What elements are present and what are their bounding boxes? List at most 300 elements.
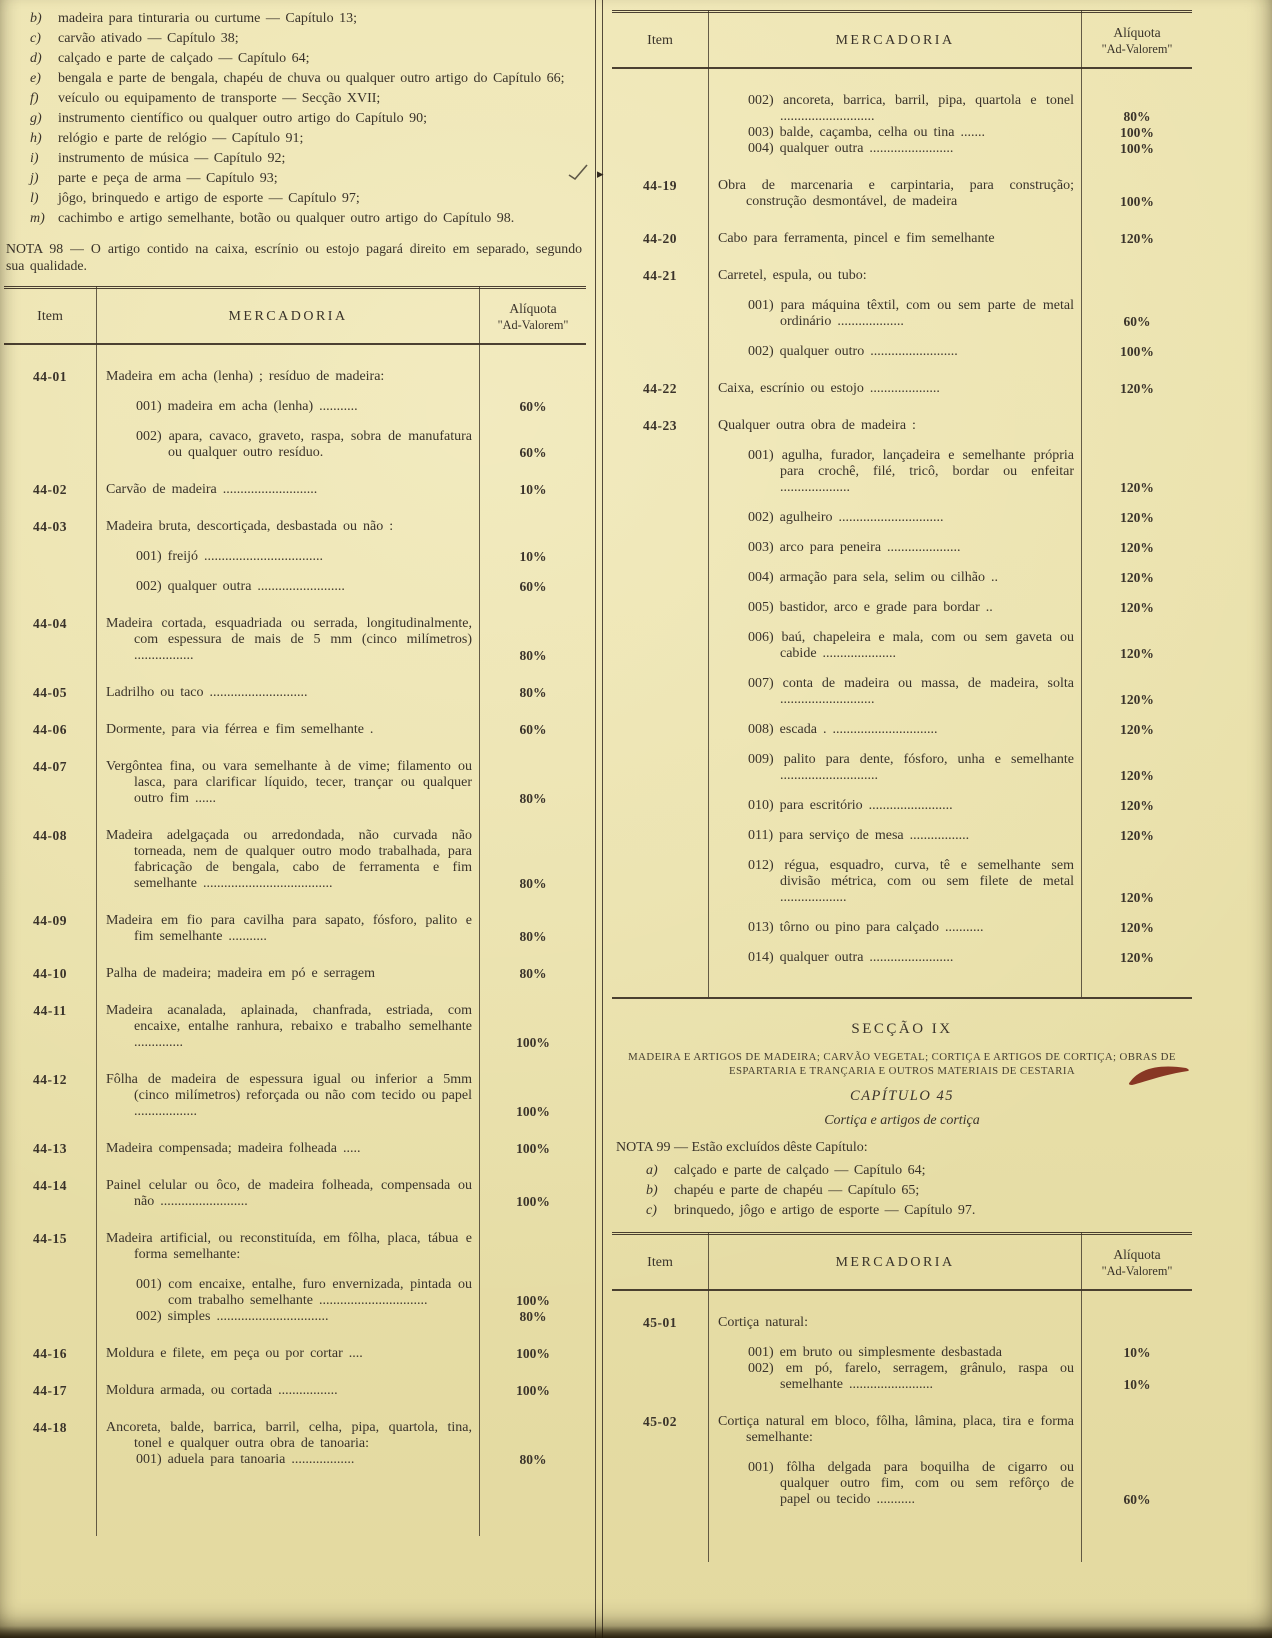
advalorem-rate: 100%: [516, 1035, 550, 1050]
advalorem-rate: 80%: [519, 1309, 547, 1324]
advalorem-rate: 80%: [519, 929, 547, 944]
item-code: 44-09: [33, 913, 67, 928]
merchandise-description: Cortiça natural em bloco, fôlha, lâmina, placa, tira e forma semelhante:: [718, 1414, 1074, 1445]
description-line: [708, 752, 1192, 784]
table-row: [612, 268, 1192, 360]
description-line: [96, 1141, 586, 1157]
advalorem-rate: 120%: [1120, 570, 1154, 585]
advalorem-rate: 100%: [516, 1383, 550, 1398]
description-line: [96, 1231, 586, 1263]
header-advalorem: "Ad-Valorem": [497, 318, 569, 332]
merchandise-description: 002) ancoreta, barrica, barril, pipa, quartola e tonel ...........................: [748, 93, 1074, 124]
description-line: [96, 685, 586, 701]
list-item: [4, 130, 586, 148]
merchandise-description: Caixa, escrínio ou estojo ....................: [718, 381, 940, 396]
merchandise-cell: [708, 231, 1192, 247]
description-line: [708, 1345, 1192, 1361]
table-row: [4, 519, 586, 595]
advalorem-rate: 80%: [519, 966, 547, 981]
item-column-rule: [708, 1232, 709, 1562]
list-item-text: chapéu e parte de chapéu — Capítulo 65;: [674, 1183, 920, 1198]
item-code: 44-10: [33, 966, 67, 981]
merchandise-description: 001) agulha, furador, lançadeira e semelhante própria para crochê, filé, tricô, bordar ou enfeitar ....................: [748, 448, 1074, 495]
advalorem-rate: 60%: [1123, 314, 1151, 329]
header-aliquota: [1082, 25, 1192, 57]
description-line: [96, 482, 586, 498]
merchandise-cell: [708, 1315, 1192, 1393]
advalorem-rate: 10%: [1123, 1377, 1151, 1392]
merchandise-description: Moldura armada, ou cortada .................: [106, 1383, 338, 1398]
description-line: [96, 828, 586, 892]
list-item-label: f): [30, 91, 39, 106]
advalorem-rate: 80%: [519, 791, 547, 806]
merchandise-description: Madeira adelgaçada ou arredondada, não curvada não torneada, nem de qualquer outro modo trabalhada, para fabricação de bengala, cabo de ferramenta e fim semelhante .....................................: [106, 828, 472, 891]
nota-99: NOTA 99 — Estão excluídos dêste Capítulo:: [616, 1140, 868, 1155]
advalorem-rate: 100%: [1120, 141, 1154, 156]
header-aliquota-line1: Alíquota: [1113, 25, 1161, 40]
item-code: 44-14: [33, 1178, 67, 1193]
tariff-table-capitulo-45: [612, 1232, 1192, 1562]
merchandise-description: 002) apara, cavaco, graveto, raspa, sobra de manufatura ou qualquer outro resíduo.: [136, 429, 472, 460]
description-line: [708, 141, 1192, 157]
merchandise-description: 014) qualquer outra ........................: [748, 950, 954, 965]
merchandise-description: 003) balde, caçamba, celha ou tina .......: [748, 125, 985, 140]
merchandise-cell: [96, 1003, 586, 1051]
header-aliquota-line1: Alíquota: [1113, 1247, 1161, 1262]
merchandise-description: Obra de marcenaria e carpintaria, para construção; construção desmontável, de madeira: [718, 178, 1074, 209]
tariff-table-capitulo-44-left: [4, 286, 586, 1536]
header-aliquota: [1082, 1247, 1192, 1279]
description-line: [708, 381, 1192, 397]
description-line: [96, 1277, 586, 1309]
merchandise-description: Painel celular ou ôco, de madeira folheada, compensada ou não .........................: [106, 1178, 472, 1209]
table-row: [4, 1346, 586, 1362]
merchandise-description: Madeira acanalada, aplainada, chanfrada, estriada, com encaixe, entalhe ranhura, rebaixo e trabalho semelhante ..............: [106, 1003, 472, 1050]
advalorem-rate: 100%: [1120, 194, 1154, 209]
merchandise-cell: [96, 828, 586, 892]
merchandise-description: 007) conta de madeira ou massa, de madeira, solta ...........................: [748, 676, 1074, 707]
merchandise-description: Cortiça natural:: [718, 1315, 808, 1330]
description-line: [96, 1346, 586, 1362]
table-rows: [4, 345, 586, 1468]
item-code: 44-05: [33, 685, 67, 700]
description-line: [708, 1460, 1192, 1508]
merchandise-description: 001) fôlha delgada para boquilha de cigarro ou qualquer outro fim, com ou sem refôrço de papel ou tecido ...........: [748, 1460, 1074, 1507]
header-mercadoria: MERCADORIA: [835, 33, 955, 48]
column-divider-rule: [595, 0, 603, 1638]
item-code: 44-11: [33, 1003, 67, 1018]
table-header: [612, 10, 1192, 69]
table-row: [612, 93, 1192, 157]
advalorem-rate: 120%: [1120, 950, 1154, 965]
description-line: [96, 579, 586, 595]
list-item: [616, 1162, 1188, 1180]
advalorem-rate: 100%: [516, 1194, 550, 1209]
description-line: [708, 540, 1192, 556]
advalorem-rate: 60%: [519, 445, 547, 460]
scan-bottom-shadow: [0, 1626, 1272, 1638]
merchandise-cell: [96, 1072, 586, 1120]
table-header: [612, 1232, 1192, 1291]
table-row: [4, 1141, 586, 1157]
item-code: 44-18: [33, 1420, 67, 1435]
merchandise-description: 004) qualquer outra ........................: [748, 141, 954, 156]
merchandise-cell: [96, 966, 586, 982]
list-item-label: j): [30, 171, 39, 186]
merchandise-description: Carvão de madeira ...........................: [106, 482, 318, 497]
merchandise-description: 002) em pó, farelo, serragem, grânulo, raspa ou semelhante ........................: [748, 1361, 1074, 1392]
seccao-ix-block: [612, 999, 1192, 1228]
chapter-subtitle: Cortiça e artigos de cortiça: [824, 1113, 980, 1128]
table-row: [4, 685, 586, 701]
list-item-label: a): [646, 1163, 658, 1178]
item-code: 44-01: [33, 369, 67, 384]
item-column-rule: [96, 286, 97, 1536]
advalorem-rate: 120%: [1120, 510, 1154, 525]
table-row: [612, 381, 1192, 397]
table-row: [4, 1178, 586, 1210]
list-item: [4, 150, 586, 168]
merchandise-description: 001) aduela para tanoaria ..................: [136, 1452, 355, 1467]
merchandise-cell: [96, 616, 586, 664]
table-row: [4, 759, 586, 807]
list-item-label: i): [30, 151, 39, 166]
header-mercadoria: MERCADORIA: [835, 1255, 955, 1270]
header-item: Item: [647, 33, 673, 48]
list-item-label: h): [30, 131, 42, 146]
description-line: [96, 1178, 586, 1210]
description-line: [708, 950, 1192, 966]
advalorem-rate: 120%: [1120, 381, 1154, 396]
table-row: [612, 178, 1192, 210]
description-line: [96, 369, 586, 385]
advalorem-rate: 100%: [516, 1293, 550, 1308]
merchandise-description: 002) qualquer outra .........................: [136, 579, 345, 594]
table-row: [612, 1414, 1192, 1508]
merchandise-cell: [708, 418, 1192, 966]
table-row: [4, 913, 586, 945]
advalorem-rate: 10%: [519, 549, 547, 564]
table-row: [612, 1315, 1192, 1393]
description-line: [96, 616, 586, 664]
merchandise-description: Fôlha de madeira de espessura igual ou inferior a 5mm (cinco milímetros) reforçada ou não com tecido ou papel ..................: [106, 1072, 472, 1119]
table-rows: [612, 1291, 1192, 1508]
table-row: [4, 1231, 586, 1325]
table-row: [4, 966, 586, 982]
table-row: [4, 1072, 586, 1120]
merchandise-cell: [96, 1383, 586, 1399]
merchandise-description: 002) simples ................................: [136, 1309, 329, 1324]
table-row: [612, 231, 1192, 247]
list-item: [4, 50, 586, 68]
list-item: [4, 110, 586, 128]
header-aliquota-line1: Alíquota: [509, 301, 557, 316]
advalorem-rate: 120%: [1120, 722, 1154, 737]
merchandise-description: Qualquer outra obra de madeira :: [718, 418, 916, 433]
description-line: [708, 93, 1192, 125]
item-code: 44-12: [33, 1072, 67, 1087]
list-item-text: cachimbo e artigo semelhante, botão ou qualquer outro artigo do Capítulo 98.: [58, 211, 515, 226]
list-item-text: instrumento científico ou qualquer outro artigo do Capítulo 90;: [58, 111, 428, 126]
merchandise-description: 001) freijó ..................................: [136, 549, 323, 564]
list-item-text: veículo ou equipamento de transporte — Secção XVII;: [58, 91, 381, 106]
advalorem-rate: 80%: [519, 648, 547, 663]
nota-99-exclusions-list: [616, 1162, 1188, 1220]
list-item: [4, 30, 586, 48]
merchandise-cell: [96, 722, 586, 738]
merchandise-description: 008) escada . ..............................: [748, 722, 938, 737]
description-line: [96, 913, 586, 945]
item-code: 44-22: [643, 381, 677, 396]
description-line: [708, 676, 1192, 708]
merchandise-cell: [708, 268, 1192, 360]
advalorem-rate: 60%: [519, 579, 547, 594]
merchandise-description: Cabo para ferramenta, pincel e fim semelhante: [718, 231, 995, 246]
item-code: 44-03: [33, 519, 67, 534]
description-line: [708, 344, 1192, 360]
pointer-mark-annotation: ▸: [597, 166, 604, 181]
list-item-text: madeira para tinturaria ou curtume — Capítulo 13;: [58, 11, 357, 26]
advalorem-rate: 120%: [1120, 540, 1154, 555]
list-item: [4, 10, 586, 28]
merchandise-description: Madeira compensada; madeira folheada .....: [106, 1141, 361, 1156]
advalorem-rate: 80%: [519, 685, 547, 700]
rate-column-rule: [1081, 10, 1082, 997]
item-code: 44-23: [643, 418, 677, 433]
item-code: 44-21: [643, 268, 677, 283]
description-line: [708, 448, 1192, 496]
description-line: [708, 858, 1192, 906]
description-line: [708, 920, 1192, 936]
list-item: [616, 1202, 1188, 1220]
advalorem-rate: 120%: [1120, 890, 1154, 905]
table-row: [4, 616, 586, 664]
description-line: [708, 178, 1192, 210]
merchandise-description: 005) bastidor, arco e grade para bordar ..: [748, 600, 993, 615]
description-line: [96, 1452, 586, 1468]
header-aliquota: [480, 301, 586, 333]
description-line: [96, 399, 586, 415]
table-row: [4, 828, 586, 892]
list-item-label: d): [30, 51, 42, 66]
advalorem-rate: 100%: [516, 1346, 550, 1361]
list-item-text: jôgo, brinquedo e artigo de esporte — Capítulo 97;: [58, 191, 360, 206]
list-item-label: c): [30, 31, 41, 46]
merchandise-description: Madeira artificial, ou reconstituída, em fôlha, placa, tábua e forma semelhante:: [106, 1231, 472, 1262]
merchandise-cell: [708, 1414, 1192, 1508]
merchandise-description: Ladrilho ou taco ............................: [106, 685, 308, 700]
header-advalorem: "Ad-Valorem": [1101, 42, 1173, 56]
description-line: [708, 570, 1192, 586]
list-item-label: l): [30, 191, 39, 206]
description-line: [708, 268, 1192, 284]
list-item-text: parte e peça de arma — Capítulo 93;: [58, 171, 278, 186]
merchandise-cell: [96, 685, 586, 701]
list-item-label: b): [646, 1183, 658, 1198]
item-code: 44-04: [33, 616, 67, 631]
merchandise-description: Madeira em acha (lenha) ; resíduo de madeira:: [106, 369, 385, 384]
description-line: [708, 1414, 1192, 1446]
description-line: [708, 418, 1192, 434]
description-line: [96, 1420, 586, 1452]
merchandise-description: Madeira bruta, descortiçada, desbastada ou não :: [106, 519, 394, 534]
table-rows: [612, 69, 1192, 966]
item-code: 44-07: [33, 759, 67, 774]
advalorem-rate: 120%: [1120, 692, 1154, 707]
advalorem-rate: 120%: [1120, 600, 1154, 615]
advalorem-rate: 80%: [519, 1452, 547, 1467]
list-item-label: e): [30, 71, 41, 86]
merchandise-description: Madeira cortada, esquadriada ou serrada, longitudinalmente, com espessura de mais de 5 mm (cinco milímetros) .................: [106, 616, 472, 663]
advalorem-rate: 100%: [1120, 344, 1154, 359]
description-line: [708, 231, 1192, 247]
description-line: [96, 519, 586, 535]
advalorem-rate: 80%: [519, 876, 547, 891]
description-line: [708, 722, 1192, 738]
list-item-label: m): [30, 211, 45, 226]
list-item: [616, 1182, 1188, 1200]
merchandise-description: 006) baú, chapeleira e mala, com ou sem gaveta ou cabide .....................: [748, 630, 1074, 661]
advalorem-rate: 100%: [516, 1104, 550, 1119]
item-code: 45-02: [643, 1414, 677, 1429]
table-row: [4, 1383, 586, 1399]
merchandise-cell: [708, 178, 1192, 210]
description-line: [708, 828, 1192, 844]
merchandise-cell: [96, 482, 586, 498]
merchandise-description: 013) tôrno ou pino para calçado ...........: [748, 920, 984, 935]
advalorem-rate: 60%: [1123, 1492, 1151, 1507]
description-line: [96, 1003, 586, 1051]
item-code: 44-06: [33, 722, 67, 737]
description-line: [708, 798, 1192, 814]
description-line: [96, 549, 586, 565]
list-item-label: g): [30, 111, 42, 126]
advalorem-rate: 10%: [519, 482, 547, 497]
table-row: [4, 369, 586, 461]
advalorem-rate: 80%: [1123, 109, 1151, 124]
merchandise-description: Palha de madeira; madeira em pó e serragem: [106, 966, 375, 981]
list-item-text: carvão ativado — Capítulo 38;: [58, 31, 239, 46]
merchandise-cell: [96, 759, 586, 807]
advalorem-rate: 120%: [1120, 798, 1154, 813]
advalorem-rate: 100%: [1120, 125, 1154, 140]
merchandise-description: 012) régua, esquadro, curva, tê e semelhante sem divisão métrica, com ou sem filete de metal ...................: [748, 858, 1074, 905]
merchandise-description: 010) para escritório ........................: [748, 798, 953, 813]
description-line: [96, 722, 586, 738]
header-mercadoria: MERCADORIA: [228, 309, 348, 324]
description-line: [708, 1361, 1192, 1393]
merchandise-cell: [96, 1420, 586, 1468]
left-column: [4, 0, 586, 1536]
table-row: [4, 482, 586, 498]
right-column: [612, 0, 1192, 1562]
advalorem-rate: 120%: [1120, 828, 1154, 843]
merchandise-description: 003) arco para peneira .....................: [748, 540, 961, 555]
section-subtitle: MADEIRA E ARTIGOS DE MADEIRA; CARVÃO VEGETAL; CORTIÇA E ARTIGOS DE CORTIÇA; OBRAS DE ESPARTARIA E TRANÇARIA E OUTROS MATERIAIS DE CESTARIA: [628, 1051, 1176, 1077]
advalorem-rate: 60%: [519, 399, 547, 414]
list-item-text: bengala e parte de bengala, chapéu de chuva ou qualquer outro artigo do Capítulo 66;: [58, 71, 565, 86]
merchandise-description: 001) com encaixe, entalhe, furo envernizada, pintada ou com trabalho semelhante ...............................: [136, 1277, 472, 1308]
item-column-rule: [708, 10, 709, 997]
nota-98: NOTA 98 — O artigo contido na caixa, escrínio ou estojo pagará direito em separado, segundo sua qualidade.: [6, 241, 582, 273]
description-line: [708, 600, 1192, 616]
description-line: [708, 298, 1192, 330]
advalorem-rate: 10%: [1123, 1345, 1151, 1360]
merchandise-description: 001) em bruto ou simplesmente desbastada: [748, 1345, 1002, 1360]
description-line: [96, 1309, 586, 1325]
header-advalorem: "Ad-Valorem": [1101, 1264, 1173, 1278]
item-code: 44-13: [33, 1141, 67, 1156]
item-code: 44-20: [643, 231, 677, 246]
merchandise-description: 001) para máquina têxtil, com ou sem parte de metal ordinário ...................: [748, 298, 1074, 329]
table-row: [4, 722, 586, 738]
merchandise-description: 009) palito para dente, fósforo, unha e semelhante ............................: [748, 752, 1074, 783]
item-code: 44-15: [33, 1231, 67, 1246]
merchandise-description: Moldura e filete, em peça ou por cortar ....: [106, 1346, 363, 1361]
merchandise-description: Madeira em fio para cavilha para sapato, fósforo, palito e fim semelhante ...........: [106, 913, 472, 944]
rate-column-rule: [479, 286, 480, 1536]
merchandise-description: 002) agulheiro ..............................: [748, 510, 944, 525]
description-line: [708, 630, 1192, 662]
item-code: 44-08: [33, 828, 67, 843]
advalorem-rate: 100%: [516, 1141, 550, 1156]
list-item: [4, 170, 586, 188]
merchandise-cell: [96, 1231, 586, 1325]
merchandise-cell: [96, 1141, 586, 1157]
advalorem-rate: 120%: [1120, 480, 1154, 495]
merchandise-cell: [96, 1346, 586, 1362]
table-row: [4, 1003, 586, 1051]
chapter-heading: CAPÍTULO 45: [850, 1088, 954, 1104]
header-item: Item: [37, 309, 63, 324]
merchandise-cell: [96, 519, 586, 595]
description-line: [96, 429, 586, 461]
list-item-text: calçado e parte de calçado — Capítulo 64;: [674, 1163, 926, 1178]
table-header: [4, 286, 586, 345]
item-code: 44-19: [643, 178, 677, 193]
list-item-text: calçado e parte de calçado — Capítulo 64;: [58, 51, 310, 66]
table-row: [612, 418, 1192, 966]
header-item: Item: [647, 1255, 673, 1270]
description-line: [96, 1383, 586, 1399]
merchandise-description: 004) armação para sela, selim ou cilhão ..: [748, 570, 998, 585]
list-item: [4, 190, 586, 208]
merchandise-description: 001) madeira em acha (lenha) ...........: [136, 399, 358, 414]
section-title: SECÇÃO IX: [851, 1021, 953, 1037]
merchandise-cell: [96, 369, 586, 461]
merchandise-description: Ancoreta, balde, barrica, barril, celha, pipa, quartola, tina, tonel e qualquer outra obra de tanoaria:: [106, 1420, 472, 1451]
list-item-text: instrumento de música — Capítulo 92;: [58, 151, 286, 166]
merchandise-cell: [708, 93, 1192, 157]
description-line: [708, 510, 1192, 526]
item-code: [612, 93, 708, 157]
merchandise-description: 011) para serviço de mesa .................: [748, 828, 970, 843]
item-code: 44-02: [33, 482, 67, 497]
merchandise-description: Carretel, espula, ou tubo:: [718, 268, 867, 283]
list-item-label: c): [646, 1203, 657, 1218]
list-item: [4, 70, 586, 88]
list-item-label: b): [30, 11, 42, 26]
table-row: [4, 1420, 586, 1468]
merchandise-description: Dormente, para via férrea e fim semelhante .: [106, 722, 374, 737]
tariff-table-capitulo-44-right: [612, 10, 1192, 999]
merchandise-cell: [708, 381, 1192, 397]
description-line: [96, 966, 586, 982]
advalorem-rate: 60%: [519, 722, 547, 737]
description-line: [96, 1072, 586, 1120]
description-line: [708, 125, 1192, 141]
item-code: 44-16: [33, 1346, 67, 1361]
